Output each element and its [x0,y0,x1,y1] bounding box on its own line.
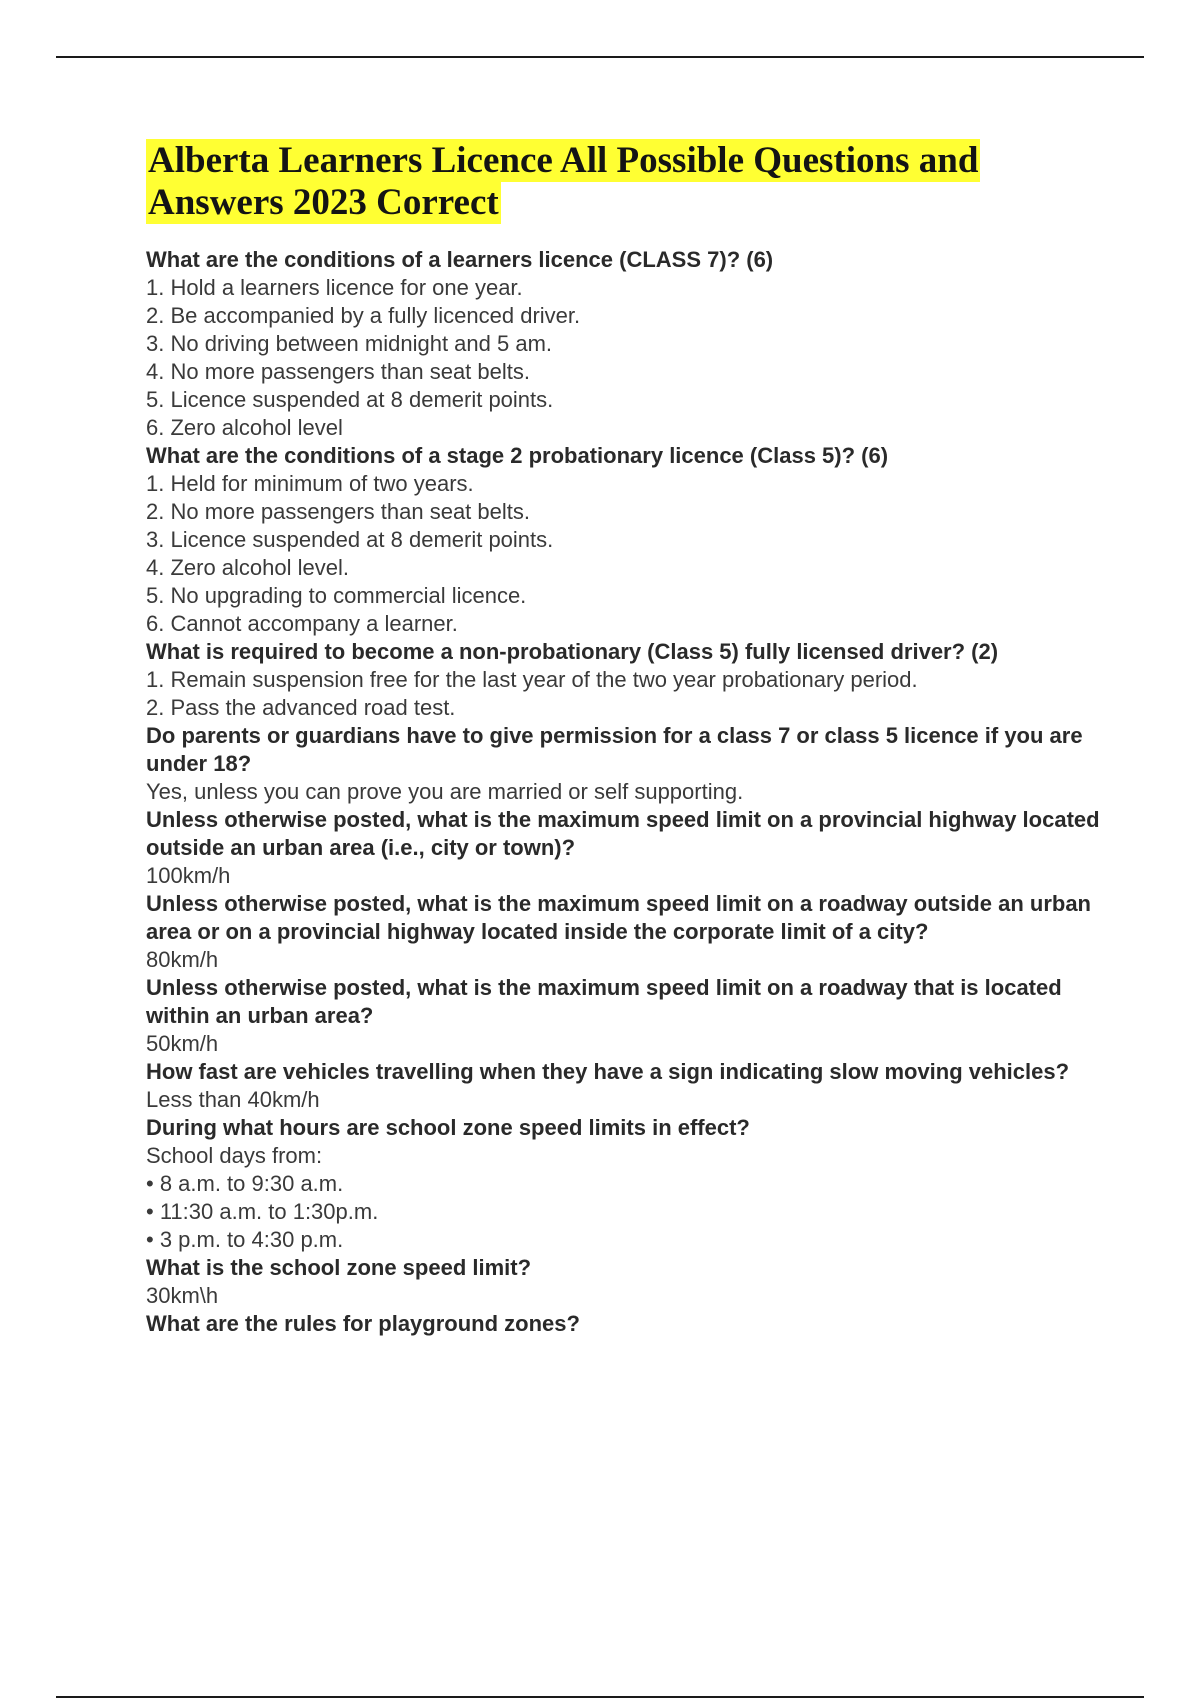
question-text: What is required to become a non-probationary (Class 5) fully licensed driver? (2) [146,639,999,664]
answer-line: 5. No upgrading to commercial licence. [146,583,527,608]
answer-line: 4. No more passengers than seat belts. [146,359,530,384]
answer-line: 2. No more passengers than seat belts. [146,499,530,524]
answer-line: Less than 40km/h [146,1087,320,1112]
bottom-rule [56,1696,1144,1698]
answer-line: School days from: [146,1143,323,1168]
answer-line: 30km\h [146,1283,219,1308]
qa-item [146,722,1106,806]
question-text: Do parents or guardians have to give permission for a class 7 or class 5 licence if you are under 18? [146,723,1083,776]
qa-list [146,246,1106,1338]
question-text: What are the conditions of a learners licence (CLASS 7)? (6) [146,247,774,272]
document-body [146,140,1106,1338]
question-text: Unless otherwise posted, what is the maximum speed limit on a roadway that is located within an urban area? [146,975,1062,1028]
answer-line: 80km/h [146,947,219,972]
qa-item [146,890,1106,974]
question-text: What are the conditions of a stage 2 probationary licence (Class 5)? (6) [146,443,889,468]
top-rule [56,56,1144,58]
qa-item [146,974,1106,1058]
qa-item [146,806,1106,890]
question-text: What are the rules for playground zones? [146,1311,580,1336]
answer-line: • 11:30 a.m. to 1:30p.m. [146,1199,379,1224]
qa-item [146,442,1106,638]
question-text: During what hours are school zone speed limits in effect? [146,1115,750,1140]
answer-line: • 3 p.m. to 4:30 p.m. [146,1227,344,1252]
answer-line: 6. Zero alcohol level [146,415,343,440]
answer-line: 1. Hold a learners licence for one year. [146,275,523,300]
qa-item [146,1310,1106,1338]
answer-line: 50km/h [146,1031,219,1056]
qa-item [146,246,1106,442]
answer-line: 100km/h [146,863,231,888]
document-title [146,140,1106,224]
answer-line: 4. Zero alcohol level. [146,555,349,580]
answer-line: 2. Be accompanied by a fully licenced driver. [146,303,581,328]
question-text: Unless otherwise posted, what is the maximum speed limit on a provincial highway located outside an urban area (i.e., city or town)? [146,807,1100,860]
answer-line: • 8 a.m. to 9:30 a.m. [146,1171,344,1196]
title-highlight: Alberta Learners Licence All Possible Questions and Answers 2023 Correct [148,140,979,223]
question-text: How fast are vehicles travelling when they have a sign indicating slow moving vehicles? [146,1059,1070,1084]
question-text: Unless otherwise posted, what is the maximum speed limit on a roadway outside an urban area or on a provincial highway located inside the corporate limit of a city? [146,891,1091,944]
answer-line: 3. No driving between midnight and 5 am. [146,331,553,356]
qa-item [146,1254,1106,1310]
answer-line: 3. Licence suspended at 8 demerit points. [146,527,554,552]
qa-item [146,1114,1106,1254]
answer-line: Yes, unless you can prove you are married or self supporting. [146,779,744,804]
answer-line: 6. Cannot accompany a learner. [146,611,458,636]
answer-line: 1. Remain suspension free for the last year of the two year probationary period. [146,667,918,692]
qa-item [146,1058,1106,1114]
answer-line: 2. Pass the advanced road test. [146,695,456,720]
answer-line: 1. Held for minimum of two years. [146,471,474,496]
question-text: What is the school zone speed limit? [146,1255,532,1280]
qa-item [146,638,1106,722]
answer-line: 5. Licence suspended at 8 demerit points. [146,387,554,412]
